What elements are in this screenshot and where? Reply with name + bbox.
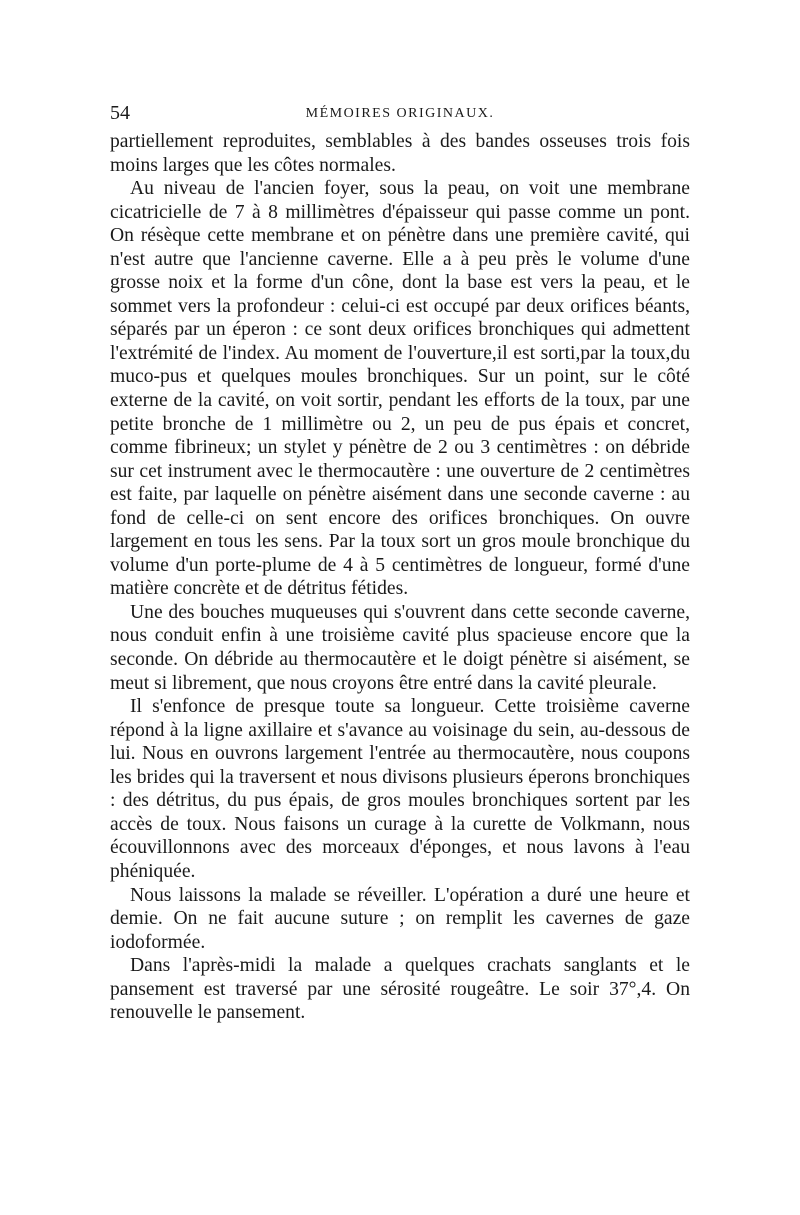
body-text [110, 130, 690, 1025]
paragraph-continuation: partiellement reproduites, semblables à des bandes osseuses trois fois moins larges que les côtes normales. [110, 131, 690, 176]
paragraph-apres-midi: Dans l'après-midi la malade a quelques crachats sanglants et le pansement est traversé par une sérosité rougeâtre. Le soir 37°,4. On renouvelle le pansement. [110, 955, 690, 1024]
paragraph-ancien-foyer: Au niveau de l'ancien foyer, sous la peau, on voit une membrane cicatricielle de 7 à 8 millimètres d'épaisseur qui passe comme un pont. On résèque cette membrane et on pénètre dans une première cavité, qui n'est autre que l'ancienne caverne. Elle a à peu près le volume d'une grosse noix et la forme d'un cône, dont la base est vers la peau, et le sommet vers la profondeur : celui-ci est occupé par deux orifices béants, séparés par un éperon : ce sont deux orifices bronchiques qui admettent l'extrémité de l'index. Au moment de l'ouverture,il est sorti,par la toux,du muco-pus et quelques moules bronchiques. Sur un point, sur le côté externe de la cavité, on voit sortir, pendant les efforts de la toux, par une petite bronche de 1 millimètre ou 2, un peu de pus épais et concret, comme fibrineux; un stylet y pénètre de 2 ou 3 centimètres : on débride sur cet instrument avec le thermocautère : une ouverture de 2 centimètres est faite, par laquelle on pénètre aisément dans une seconde caverne : au fond de celle-ci on sent encore des orifices bronchiques. On ouvre largement en tous les sens. Par la toux sort un gros moule bronchique du volume d'un porte-plume de 4 à 5 centimètres de longueur, formé d'une matière concrète et de détritus fétides. [110, 178, 690, 600]
page-header [110, 100, 690, 126]
running-title: MÉMOIRES ORIGINAUX. [305, 106, 495, 121]
paragraph-reveil: Nous laissons la malade se réveiller. L'opération a duré une heure et demie. On ne fait aucune suture ; on remplit les cavernes de gaze iodoformée. [110, 884, 690, 953]
paragraph-troisieme-caverne: Il s'enfonce de presque toute sa longueur. Cette troisième caverne répond à la ligne axillaire et s'avance au voisinage du sein, au-dessous de lui. Nous en ouvrons largement l'entrée au thermocautère, nous coupons les brides qui la traversent et nous divisons plusieurs éperons bronchiques : des détritus, du pus épais, de gros moules bronchiques sortent par les accès de toux. Nous faisons un curage à la curette de Volkmann, nous écouvillonnons avec des morceaux d'éponges, et nous lavons à l'eau phéniquée. [110, 696, 690, 882]
paragraph-troisieme-cavite: Une des bouches muqueuses qui s'ouvrent dans cette seconde caverne, nous conduit enfin à une troisième cavité plus spacieuse encore que la seconde. On débride au thermocautère et le doigt pénètre si aisément, se meut si librement, que nous croyons être entré dans la cavité pleurale. [110, 601, 690, 694]
page-number: 54 [110, 102, 130, 124]
